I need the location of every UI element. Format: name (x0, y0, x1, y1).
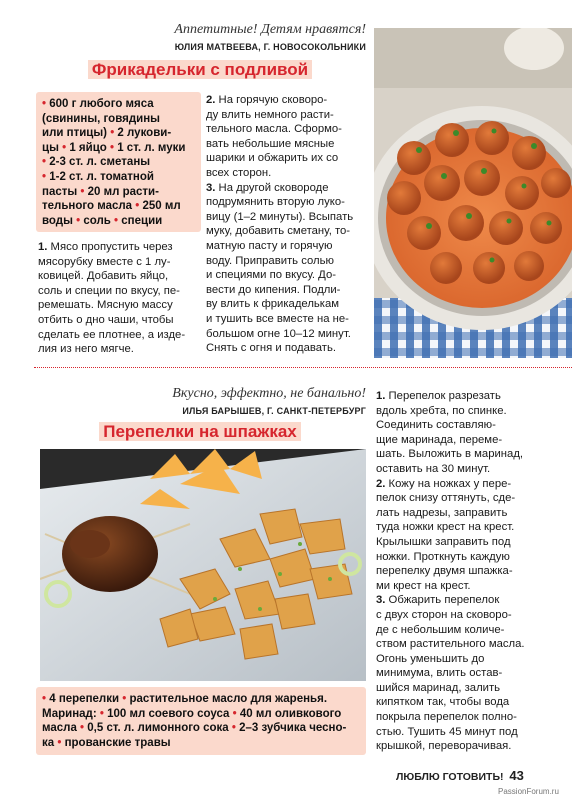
step-line: всех сторон. (206, 166, 272, 179)
page-number: 43 (509, 768, 524, 783)
bullet-icon: • (62, 141, 67, 154)
section-divider (34, 367, 572, 368)
bullet-icon: • (76, 214, 81, 227)
step-line: вицу (1–2 минуты). Всыпать (206, 210, 354, 223)
step-line: пелок снизу оттянуть, сде- (376, 492, 516, 505)
step-line: крышкой, переворачивая. (376, 740, 512, 753)
recipe1-author: ЮЛИЯ МАТВЕЕВА, Г. НОВОСОКОЛЬНИКИ (174, 42, 366, 52)
ing-line: цы • 1 яйцо • 1 ст. л. муки (42, 141, 186, 154)
step-line: вать небольшие мясные (206, 137, 335, 150)
bullet-icon: • (110, 127, 115, 140)
step-line: и тушить все вместе на не- (206, 312, 349, 325)
watermark: PassionForum.ru (498, 787, 559, 796)
step-line: соль и специи по вкусу, пе- (38, 284, 180, 297)
step-line: ковицей. Добавить яйцо, (38, 270, 169, 283)
step-line: шать. Выложить в маринад, (376, 448, 524, 461)
page-footer (396, 768, 524, 783)
recipe1-title (40, 60, 360, 80)
step-line: 1. Перепелок разрезать (376, 390, 501, 402)
step-line: ством растительного масла. (376, 638, 525, 651)
step-line: 3. Обжарить перепелок (376, 594, 500, 607)
step-line: лия из него мягче. (38, 343, 134, 356)
step-line: туда ножки крест на крест. (376, 521, 515, 534)
bullet-icon: • (231, 722, 236, 735)
step-line: тельного масла. Сформо- (206, 123, 342, 136)
step-line: Соединить составляю- (376, 419, 496, 432)
recipe2-tagline: Вкусно, эффектно, не банально! (172, 386, 366, 401)
footer-label: ЛЮБЛЮ ГОТОВИТЬ! (396, 771, 504, 783)
quail-illustration (40, 449, 366, 681)
ing-line: • 4 перепелки • растительное масло для жаренья. (42, 693, 328, 705)
step-line: 3. На другой сковороде (206, 181, 329, 194)
recipe2-title-text: Перепелки на шпажках (99, 422, 301, 441)
step-line: покрыла перепелок полно- (376, 711, 517, 724)
meatballs-illustration (374, 28, 572, 358)
ing-line: воды • соль • специи (42, 214, 163, 227)
recipe2-ingredients (36, 687, 366, 755)
step-line: с двух сторон на сковоро- (376, 608, 512, 621)
ing-line: • 2-3 ст. л. сметаны (42, 156, 151, 169)
bullet-icon: • (42, 156, 47, 169)
bullet-icon: • (80, 185, 85, 198)
step-line: подрумянить вторую луко- (206, 196, 345, 209)
step-line: 2. На горячую сковоро- (206, 94, 328, 106)
bullet-icon: • (135, 200, 140, 213)
step-line: 2. Кожу на ножках у пере- (376, 477, 512, 490)
step-line: ремешать. Мясную массу (38, 299, 173, 312)
step-line: Крылышки заправить под (376, 535, 511, 548)
step-line: шарики и обжарить их со (206, 152, 339, 165)
step-line: минимума, влить остав- (376, 667, 503, 680)
ing-line: Маринад: • 100 мл соевого соуса • 40 мл оливкового (42, 707, 342, 720)
ing-line: тельного масла • 250 мл (42, 200, 181, 213)
ing-line: (свинины, говядины (42, 112, 160, 125)
step-line: сделать ее плотнее, а изде- (38, 328, 186, 341)
quail-photo (40, 449, 366, 681)
step-number: 1. (38, 241, 48, 253)
ing-line: или птицы) • 2 лукови- (42, 127, 172, 140)
step-line: ножки. Проткнуть каждую (376, 550, 510, 563)
step-line: лать надрезы, заправить (376, 506, 508, 519)
step-line: щие маринада, переме- (376, 433, 503, 446)
bullet-icon: • (109, 141, 115, 154)
step-line: и специями по вкусу. До- (206, 269, 337, 282)
step-line: оставить на 30 минут. (376, 462, 491, 475)
ing-line: • 600 г любого мяса (42, 98, 154, 110)
bullet-icon: • (99, 707, 104, 720)
step-line: перепелку двумя шпажка- (376, 565, 513, 578)
ing-line: ка • прованские травы (42, 736, 171, 749)
recipe1-ingredients (36, 92, 201, 232)
step-line: де с небольшим количе- (376, 623, 505, 636)
step-line: вдоль хребта, по спинке. (376, 404, 507, 417)
step-line: ду влить немного расти- (206, 108, 334, 121)
step-line: воду. Приправить солью (206, 254, 334, 267)
step-line: отбить о дно чаши, чтобы (38, 313, 174, 326)
ing-line: масла • 0,5 ст. л. лимонного сока • 2–3 зубчика чесно- (42, 722, 347, 735)
bullet-icon: • (42, 693, 47, 705)
step-line: кипятком так, чтобы вода (376, 696, 510, 709)
step-line: ву влить к фрикаделькам (206, 298, 340, 311)
recipe1-steps-right (206, 93, 371, 356)
step-number: 1. (376, 390, 386, 402)
bullet-icon: • (232, 707, 237, 720)
ing-line: • 1-2 ст. л. томатной (42, 170, 154, 183)
meatballs-photo (374, 28, 572, 358)
ing-line: пасты • 20 мл расти- (42, 185, 159, 198)
bullet-icon: • (42, 98, 47, 110)
step-line: 1. Мясо пропустить через (38, 241, 173, 253)
step-line: Снять с огня и подавать. (206, 342, 336, 355)
bullet-icon: • (80, 722, 85, 735)
recipe2-title (40, 422, 360, 442)
bullet-icon: • (42, 170, 47, 183)
step-number: 3. (376, 594, 386, 607)
step-line: матную пасту и горячую (206, 239, 333, 252)
recipe1-title-text: Фрикадельки с подливой (88, 60, 312, 79)
step-number: 2. (206, 94, 216, 106)
recipe1-tagline: Аппетитные! Детям нравятся! (174, 22, 366, 37)
step-line: стью. Тушить 45 минут под (376, 725, 518, 738)
step-line: ми крест на крест. (376, 579, 471, 592)
step-line: Огонь уменьшить до (376, 652, 485, 665)
step-number: 2. (376, 477, 386, 490)
recipe1-steps-left (38, 240, 203, 357)
step-line: мясорубку вместе с 1 лу- (38, 255, 171, 268)
step-line: вести до кипения. Подли- (206, 283, 341, 296)
step-line: шийся маринад, залить (376, 681, 501, 694)
bullet-icon: • (114, 214, 119, 227)
bullet-icon: • (57, 736, 62, 749)
recipe2-author: ИЛЬЯ БАРЫШЕВ, Г. САНКТ-ПЕТЕРБУРГ (182, 406, 366, 416)
recipe2-steps (376, 389, 568, 754)
bullet-icon: • (122, 693, 127, 705)
step-line: муку, добавить сметану, то- (206, 225, 351, 238)
step-line: большом огне 10–12 минут. (206, 327, 351, 340)
step-number: 3. (206, 181, 216, 194)
